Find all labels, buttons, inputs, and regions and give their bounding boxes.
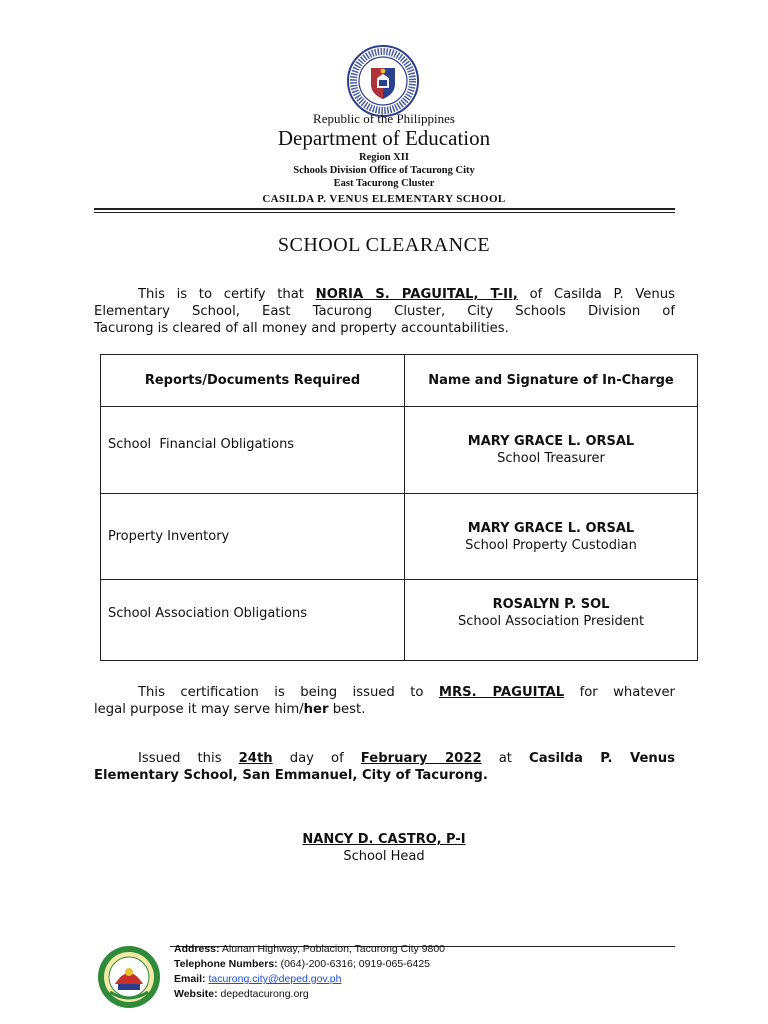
deped-seal-icon xyxy=(346,44,420,118)
division-logo-icon xyxy=(96,944,162,1010)
footer-email: Email: tacurong.city@deped.gov.ph xyxy=(174,973,342,985)
header-rule xyxy=(94,208,675,210)
clearance-table xyxy=(100,354,698,661)
issued-paragraph: Issued this 24th day of February 2022 at Casilda P. Venus Elementary School, San Emmanuel, City of Tacurong. xyxy=(94,751,676,783)
school-name: CASILDA P. VENUS ELEMENTARY SCHOOL xyxy=(262,193,506,205)
footer-address: Address: Alunan Highway, Poblacion, Tacurong City 9800 xyxy=(174,943,446,955)
issue-day: 24th xyxy=(238,751,273,766)
issue-month-year: February 2022 xyxy=(360,751,482,766)
in-charge-role: School Property Custodian xyxy=(465,537,637,553)
division-label: Schools Division Office of Tacurong City xyxy=(293,165,475,176)
document-item: School Association Obligations xyxy=(108,605,308,621)
table-row xyxy=(101,494,698,580)
footer-website: Website: depedtacurong.org xyxy=(174,988,309,1000)
recipient-name: MRS. PAGUITAL xyxy=(438,685,565,700)
department-name: Department of Education xyxy=(277,126,491,150)
region-label: Region XII xyxy=(359,152,409,163)
document-title: SCHOOL CLEARANCE xyxy=(277,234,491,256)
signatory-name: NANCY D. CASTRO, P-I xyxy=(302,832,466,847)
header-rule-thin xyxy=(94,212,675,213)
email-link[interactable]: tacurong.city@deped.gov.ph xyxy=(208,973,342,985)
in-charge-role: School Association President xyxy=(457,614,645,629)
signatory-role: School Head xyxy=(343,849,425,864)
footer-phone: Telephone Numbers: (064)-200-6316; 0919-065-6425 xyxy=(174,958,431,970)
cleared-person-name: NORIA S. PAGUITAL, T-II, xyxy=(315,287,518,302)
website-text: depedtacurong.org xyxy=(220,988,309,1000)
in-charge-name: MARY GRACE L. ORSAL xyxy=(467,434,635,449)
issue-place: Elementary School, San Emmanuel, City of Tacurong. xyxy=(94,768,488,783)
column-header-documents: Reports/Documents Required xyxy=(101,355,405,407)
cluster-label: East Tacurong Cluster xyxy=(333,178,435,189)
purpose-paragraph: This certification is being issued to MRS. PAGUITAL for whatever legal purpose it may serve him/her best. xyxy=(94,685,675,717)
table-row xyxy=(101,580,698,661)
table-row xyxy=(101,407,698,494)
document-item: Property Inventory xyxy=(108,529,230,544)
in-charge-name: MARY GRACE L. ORSAL xyxy=(467,520,635,536)
in-charge-name: ROSALYN P. SOL xyxy=(492,597,610,612)
table-header-row xyxy=(101,355,698,407)
document-item: School Financial Obligations xyxy=(108,436,295,452)
republic-label: Republic of the Philippines xyxy=(313,111,455,126)
column-header-in-charge: Name and Signature of In-Charge xyxy=(405,355,698,407)
in-charge-role: School Treasurer xyxy=(497,451,605,466)
certify-paragraph: This is to certify that NORIA S. PAGUITAL, T-II, of Casilda P. Venus Elementary School, East Tacurong Cluster, City Schools Division of Tacurong is cleared of all money and property accountabilities. xyxy=(94,287,675,336)
